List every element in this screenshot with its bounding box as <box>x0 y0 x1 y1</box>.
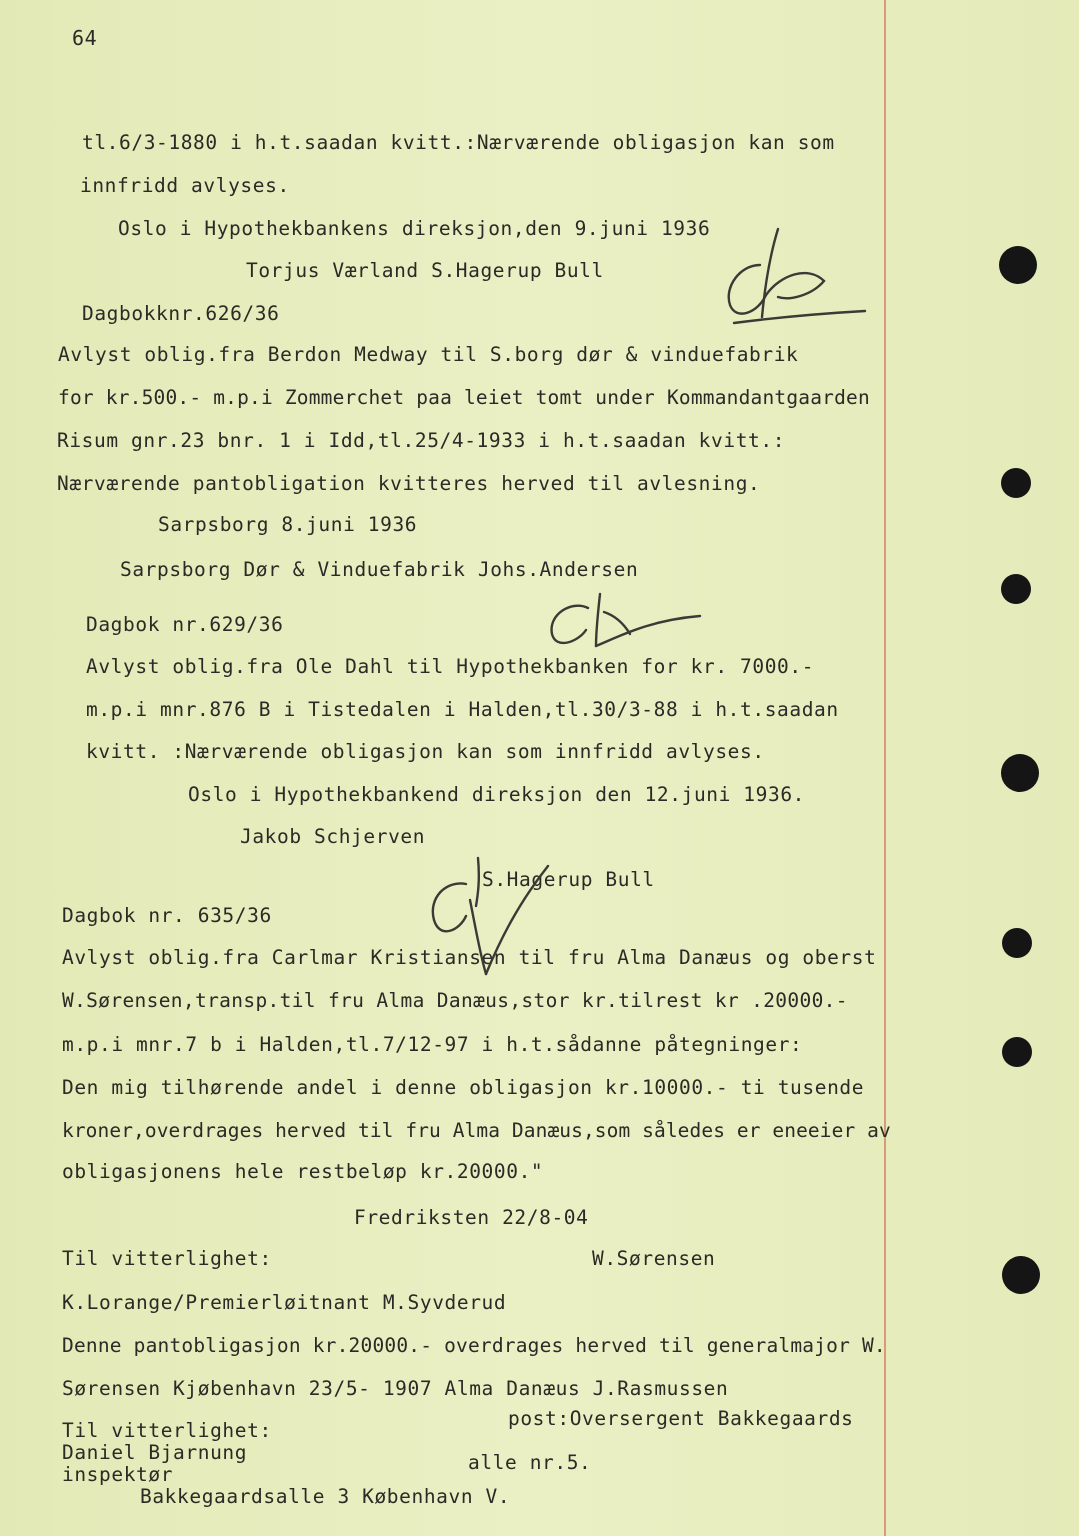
text-line-22: m.p.i mnr.7 b i Halden,tl.7/12-97 i h.t.sådanne påtegninger: <box>62 1033 803 1056</box>
text-line-25: obligasjonens hele restbeløp kr.20000." <box>62 1160 544 1183</box>
text-line-36: alle nr.5. <box>468 1451 592 1474</box>
punch-hole <box>1001 468 1031 498</box>
text-line-14: m.p.i mnr.876 B i Tistedalen i Halden,tl.30/3-88 i h.t.saadan <box>86 698 839 721</box>
punch-hole <box>1001 574 1031 604</box>
text-line-5: Dagbokknr.626/36 <box>82 302 280 325</box>
text-line-4: Torjus Værland S.Hagerup Bull <box>246 259 604 282</box>
text-line-35: inspektør <box>62 1463 174 1486</box>
text-line-13: Avlyst oblig.fra Ole Dahl til Hypothekbanken for kr. 7000.- <box>86 655 815 678</box>
punch-hole <box>1002 1256 1040 1294</box>
text-line-8: Risum gnr.23 bnr. 1 i Idd,tl.25/4-1933 i h.t.saadan kvitt.: <box>57 429 786 452</box>
text-line-23: Den mig tilhørende andel i denne obligasjon kr.10000.- ti tusende <box>62 1076 865 1099</box>
text-line-26: Fredriksten 22/8-04 <box>354 1206 589 1229</box>
text-line-1: tl.6/3-1880 i h.t.saadan kvitt.:Nærværende obligasjon kan som <box>82 131 835 154</box>
handwritten-signature-1 <box>720 225 870 335</box>
handwritten-signature-2 <box>540 590 710 660</box>
punch-hole <box>1002 928 1032 958</box>
text-line-3: Oslo i Hypothekbankens direksjon,den 9.juni 1936 <box>118 217 711 240</box>
text-line-29: K.Lorange/Premierløitnant M.Syvderud <box>62 1291 507 1314</box>
text-line-17: Jakob Schjerven <box>240 825 426 848</box>
text-line-31: Sørensen Kjøbenhavn 23/5- 1907 Alma Danæus J.Rasmussen <box>62 1377 729 1400</box>
text-line-32: Til vitterlighet: <box>62 1419 272 1442</box>
handwritten-signature-3 <box>420 850 560 980</box>
text-line-19: Dagbok nr. 635/36 <box>62 904 272 927</box>
text-line-6: Avlyst oblig.fra Berdon Medway til S.borg dør & vinduefabrik <box>58 343 799 366</box>
text-line-2: innfridd avlyses. <box>80 174 290 197</box>
text-line-27: Til vitterlighet: <box>62 1247 272 1270</box>
text-line-7: for kr.500.- m.p.i Zommerchet paa leiet tomt under Kommandantgaarden <box>58 386 870 409</box>
text-line-16: Oslo i Hypothekbankend direksjon den 12.juni 1936. <box>188 783 805 806</box>
text-line-9: Nærværende pantobligation kvitteres herved til avlesning. <box>57 472 761 495</box>
text-line-30: Denne pantobligasjon kr.20000.- overdrages herved til generalmajor W. <box>62 1334 886 1357</box>
text-line-34: Daniel Bjarnung <box>62 1441 248 1464</box>
punch-hole <box>1001 754 1039 792</box>
text-line-15: kvitt. :Nærværende obligasjon kan som innfridd avlyses. <box>86 740 765 763</box>
text-line-18: S.Hagerup Bull <box>482 868 655 891</box>
red-margin-line <box>884 0 886 1536</box>
text-line-12: Dagbok nr.629/36 <box>86 613 284 636</box>
text-line-10: Sarpsborg 8.juni 1936 <box>158 513 418 536</box>
punch-hole <box>1002 1037 1032 1067</box>
text-line-11: Sarpsborg Dør & Vinduefabrik Johs.Andersen <box>120 558 639 581</box>
text-line-24: kroner,overdrages herved til fru Alma Danæus,som således er eneeier av <box>62 1119 891 1142</box>
text-line-33: post:Oversergent Bakkegaards <box>508 1407 854 1430</box>
text-line-37: Bakkegaardsalle 3 København V. <box>140 1485 511 1508</box>
text-line-21: W.Sørensen,transp.til fru Alma Danæus,stor kr.tilrest kr .20000.- <box>62 989 848 1012</box>
text-line-28: W.Sørensen <box>592 1247 716 1270</box>
punch-hole <box>999 246 1037 284</box>
text-line-20: Avlyst oblig.fra Carlmar Kristiansen til fru Alma Danæus og oberst <box>62 946 877 969</box>
page-number: 64 <box>72 26 98 50</box>
